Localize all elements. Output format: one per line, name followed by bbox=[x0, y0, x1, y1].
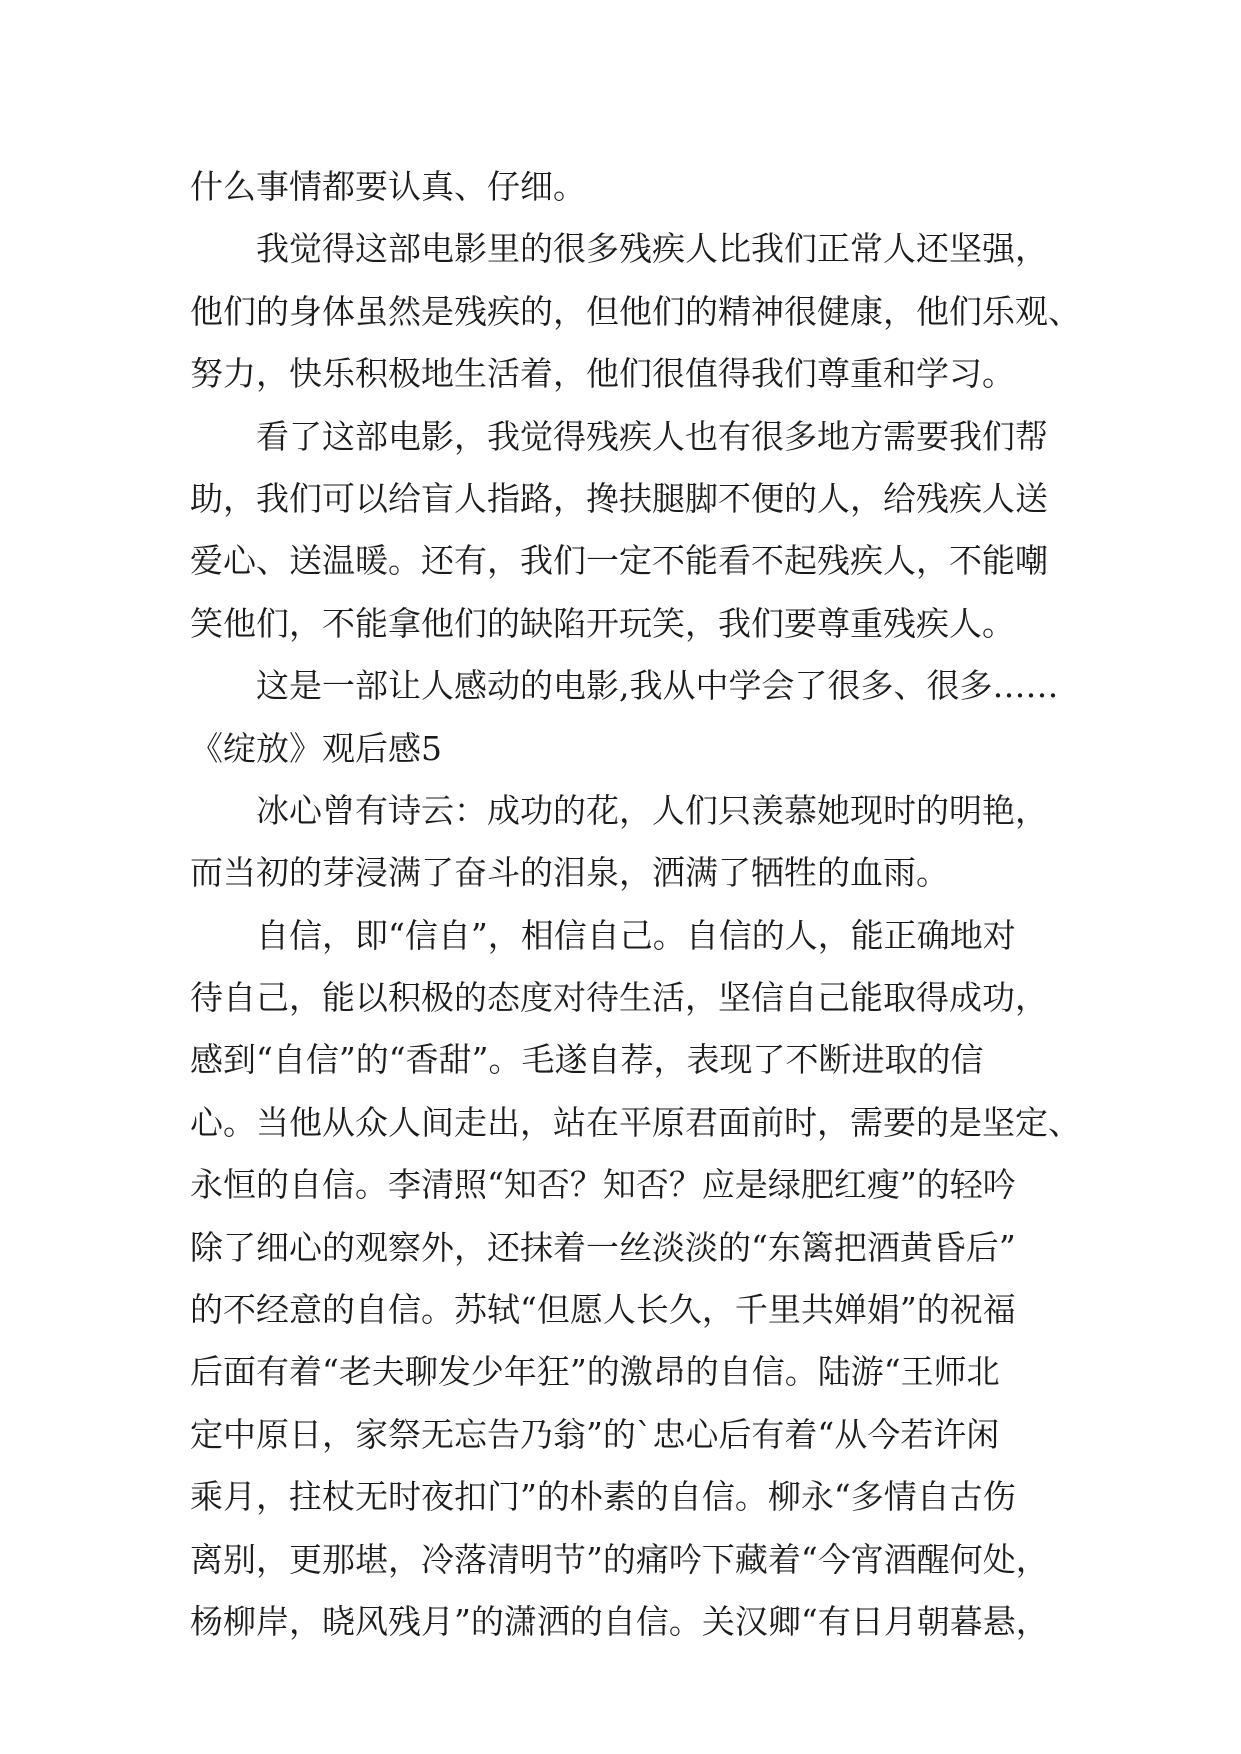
text-line: 除了细心的观察外，还抹着一丝淡淡的“东篱把酒黄昏后” bbox=[190, 1227, 1016, 1267]
text-line: 待自己，能以积极的态度对待生活，坚信自己能取得成功， bbox=[190, 978, 1048, 1018]
text-line: 乘月，拄杖无时夜扣门”的朴素的自信。柳永“多情自古伤 bbox=[190, 1477, 1016, 1517]
text-line: 什么事情都要认真、仔细。 bbox=[190, 167, 586, 206]
text-line: 助，我们可以给盲人指路，搀扶腿脚不便的人，给残疾人送 bbox=[190, 478, 1048, 518]
text-line: 《绽放》观后感5 bbox=[190, 728, 442, 768]
text-line: 笑他们，不能拿他们的缺陷开玩笑，我们要尊重残疾人。 bbox=[190, 603, 1015, 643]
text-line: 而当初的芽浸满了奋斗的泪泉，洒满了牺牲的血雨。 bbox=[190, 853, 949, 893]
text-line: 后面有着“老夫聊发少年狂”的激昂的自信。陆游“王师北 bbox=[190, 1352, 1000, 1392]
text-line: 永恒的自信。李清照“知否？知否？应是绿肥红瘦”的轻吟 bbox=[190, 1165, 1016, 1205]
text-line: 的不经意的自信。苏轼“但愿人长久，千里共婵娟”的祝福 bbox=[190, 1290, 1016, 1330]
text-line: 定中原日，家祭无忘告乃翁”的`忠心后有着“从今若许闲 bbox=[190, 1414, 1000, 1454]
text-line: 这是一部让人感动的电影,我从中学会了很多、很多…… bbox=[256, 666, 1059, 706]
text-line: 我觉得这部电影里的很多残疾人比我们正常人还坚强， bbox=[256, 229, 1048, 269]
text-line: 看了这部电影，我觉得残疾人也有很多地方需要我们帮 bbox=[256, 416, 1048, 456]
text-line: 心。当他从众人间走出，站在平原君面前时，需要的是坚定、 bbox=[190, 1102, 1081, 1142]
text-line: 感到“自信”的“香甜”。毛遂自荐，表现了不断进取的信 bbox=[190, 1040, 984, 1080]
text-line: 杨柳岸，晓风残月”的潇洒的自信。关汉卿“有日月朝暮悬， bbox=[190, 1601, 1049, 1641]
text-line: 他们的身体虽然是残疾的，但他们的精神很健康，他们乐观、 bbox=[190, 291, 1081, 331]
body-text bbox=[190, 156, 1081, 1653]
text-line: 离别，更那堪，冷落清明节”的痛吟下藏着“今宵酒醒何处， bbox=[190, 1539, 1049, 1579]
text-line: 冰心曾有诗云：成功的花，人们只羡慕她现时的明艳， bbox=[256, 790, 1048, 830]
text-line: 爱心、送温暖。还有，我们一定不能看不起残疾人，不能嘲 bbox=[190, 541, 1048, 581]
text-line: 努力，快乐积极地生活着，他们很值得我们尊重和学习。 bbox=[190, 354, 1015, 394]
text-line: 自信，即“信自”，相信自己。自信的人，能正确地对 bbox=[256, 915, 1016, 955]
